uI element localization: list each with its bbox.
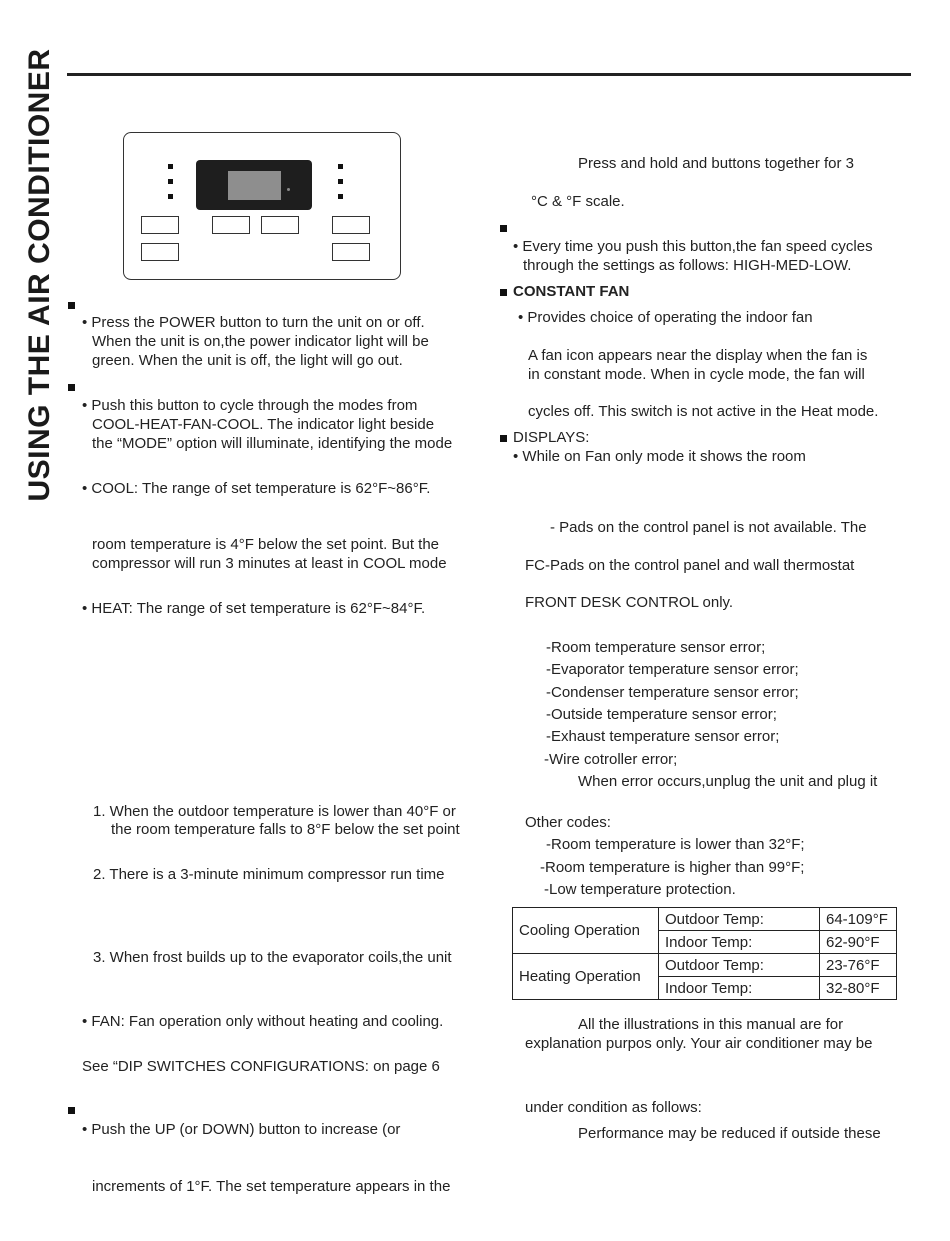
mode-text-2: COOL-HEAT-FAN-COOL. The indicator light beside bbox=[92, 416, 435, 433]
mode-text-1: • Push this button to cycle through the modes from bbox=[82, 397, 418, 414]
fc-pads-text: FC-Pads on the control panel and wall thermostat bbox=[525, 557, 855, 574]
section-bullet-icon bbox=[500, 435, 507, 442]
fan-icon-text-2: in constant mode. When in cycle mode, the fan will bbox=[528, 366, 865, 383]
error-item: -Condenser temperature sensor error; bbox=[546, 684, 799, 701]
section-bullet-icon bbox=[68, 302, 75, 309]
table-cell: 23-76°F bbox=[820, 954, 897, 977]
dip-switch-reference: See “DIP SWITCHES CONFIGURATIONS: on page 6 bbox=[82, 1058, 440, 1075]
note-2: 2. There is a 3-minute minimum compressor run time bbox=[93, 866, 445, 883]
power-text-3: green. When the unit is off, the light will go out. bbox=[92, 352, 403, 369]
indicator-dot bbox=[168, 194, 173, 199]
indicator-dot bbox=[168, 164, 173, 169]
error-item: -Wire cotroller error; bbox=[544, 751, 678, 768]
indicator-dot bbox=[168, 179, 173, 184]
table-cell: 62-90°F bbox=[820, 931, 897, 954]
note-1-line-2: the room temperature falls to 8°F below the set point bbox=[111, 821, 460, 838]
increments-text: increments of 1°F. The set temperature appears in the bbox=[92, 1178, 451, 1195]
pads-text: - Pads on the control panel is not available. The bbox=[550, 519, 867, 536]
lcd-window bbox=[228, 171, 281, 200]
error-occurs-text: When error occurs,unplug the unit and plug it bbox=[578, 773, 878, 790]
panel-button bbox=[212, 216, 250, 234]
section-bullet-icon bbox=[68, 384, 75, 391]
table-row bbox=[513, 954, 897, 977]
cool-detail-2: compressor will run 3 minutes at least in COOL mode bbox=[92, 555, 447, 572]
fan-mode-text: • FAN: Fan operation only without heating and cooling. bbox=[82, 1013, 444, 1030]
power-text-2: When the unit is on,the power indicator light will be bbox=[92, 333, 429, 350]
mode-text-3: the “MODE” option will illuminate, identifying the mode bbox=[92, 435, 453, 452]
cool-range: • COOL: The range of set temperature is 62°F~86°F. bbox=[82, 480, 431, 497]
illustrations-text-1: All the illustrations in this manual are for bbox=[578, 1016, 844, 1033]
section-bullet-icon bbox=[68, 1107, 75, 1114]
degree-icon bbox=[287, 188, 290, 191]
other-codes-heading: Other codes: bbox=[525, 814, 611, 831]
table-cell: Indoor Temp: bbox=[659, 977, 820, 1000]
constant-fan-heading: CONSTANT FAN bbox=[513, 283, 630, 300]
press-hold-text: Press and hold and buttons together for 3 bbox=[578, 155, 855, 172]
table-row bbox=[513, 908, 897, 931]
section-bullet-icon bbox=[500, 225, 507, 232]
side-title: USING THE AIR CONDITIONER bbox=[23, 48, 56, 502]
constant-fan-text: • Provides choice of operating the indoor fan bbox=[518, 309, 813, 326]
panel-button bbox=[141, 243, 179, 261]
illustrations-text-2: explanation purpos only. Your air conditioner may be bbox=[525, 1035, 873, 1052]
panel-button bbox=[141, 216, 179, 234]
power-text-1: • Press the POWER button to turn the unit on or off. bbox=[82, 314, 425, 331]
table-cell: 32-80°F bbox=[820, 977, 897, 1000]
operation-cell: Cooling Operation bbox=[513, 908, 659, 954]
error-item: -Outside temperature sensor error; bbox=[546, 706, 777, 723]
table-cell: Outdoor Temp: bbox=[659, 954, 820, 977]
other-code-item: -Room temperature is lower than 32°F; bbox=[546, 836, 805, 853]
heat-range: • HEAT: The range of set temperature is 62°F~84°F. bbox=[82, 600, 426, 617]
note-3: 3. When frost builds up to the evaporator coils,the unit bbox=[93, 949, 452, 966]
table-cell: Outdoor Temp: bbox=[659, 908, 820, 931]
other-code-item: -Room temperature is higher than 99°F; bbox=[540, 859, 805, 876]
section-bullet-icon bbox=[500, 289, 507, 296]
operating-conditions-table bbox=[512, 907, 897, 1000]
panel-button bbox=[332, 216, 370, 234]
indicator-dot bbox=[338, 164, 343, 169]
under-condition-text: under condition as follows: bbox=[525, 1099, 702, 1116]
displays-heading: DISPLAYS: bbox=[513, 429, 590, 446]
error-item: -Exhaust temperature sensor error; bbox=[546, 728, 780, 745]
updown-text: • Push the UP (or DOWN) button to increase (or bbox=[82, 1121, 401, 1138]
table-cell: 64-109°F bbox=[820, 908, 897, 931]
error-item: -Room temperature sensor error; bbox=[546, 639, 766, 656]
displays-text: • While on Fan only mode it shows the room bbox=[513, 448, 806, 465]
front-desk-text: FRONT DESK CONTROL only. bbox=[525, 594, 734, 611]
other-code-item: -Low temperature protection. bbox=[544, 881, 736, 898]
panel-button bbox=[332, 243, 370, 261]
fan-speed-text-2: through the settings as follows: HIGH-MED-LOW. bbox=[523, 257, 852, 274]
indicator-dot bbox=[338, 194, 343, 199]
operation-cell: Heating Operation bbox=[513, 954, 659, 1000]
note-1-line-1: 1. When the outdoor temperature is lower than 40°F or bbox=[93, 803, 456, 820]
scale-text: °C & °F scale. bbox=[531, 193, 625, 210]
header-rule bbox=[67, 73, 911, 76]
indicator-dot bbox=[338, 179, 343, 184]
table-cell: Indoor Temp: bbox=[659, 931, 820, 954]
performance-text: Performance may be reduced if outside these bbox=[578, 1125, 881, 1142]
panel-button bbox=[261, 216, 299, 234]
error-item: -Evaporator temperature sensor error; bbox=[546, 661, 799, 678]
cool-detail-1: room temperature is 4°F below the set point. But the bbox=[92, 536, 440, 553]
cycles-off-text: cycles off. This switch is not active in the Heat mode. bbox=[528, 403, 879, 420]
fan-icon-text-1: A fan icon appears near the display when the fan is bbox=[528, 347, 868, 364]
fan-speed-text-1: • Every time you push this button,the fan speed cycles bbox=[513, 238, 873, 255]
